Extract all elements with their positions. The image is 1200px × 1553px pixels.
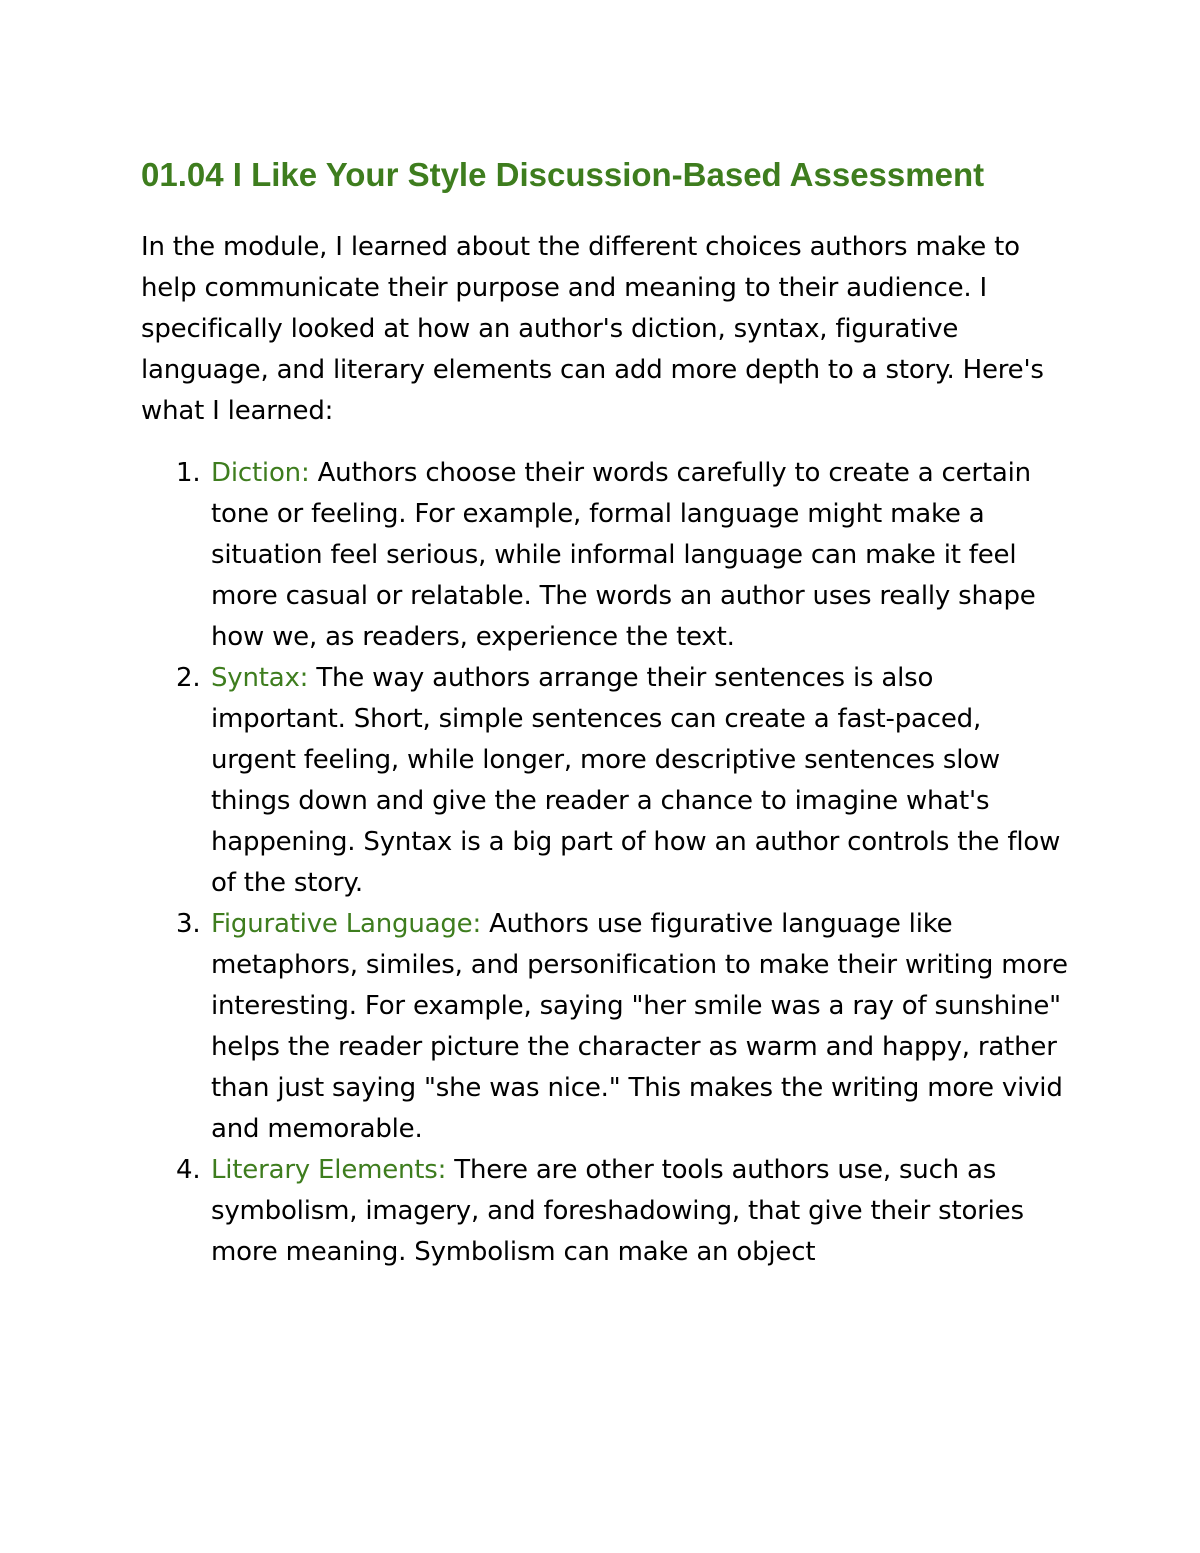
list-item-number: 4. — [176, 1155, 201, 1185]
list-item — [141, 453, 1071, 658]
list-item-text: Authors use figurative language like metaphors, similes, and personification to make their writing more interesting. For example, saying "her smile was a ray of sunshine" helps the reader picture the character as warm and happy, rather than just saying "she was nice." This makes the writing more vivid and memorable. — [211, 909, 1068, 1144]
list-item-number: 2. — [176, 663, 201, 693]
list-item — [141, 1150, 1071, 1273]
list-item-term: Syntax: — [211, 663, 309, 693]
intro-paragraph: In the module, I learned about the different choices authors make to help communicate their purpose and meaning to their audience. I specifically looked at how an author's diction, syntax, figurative language, and literary elements can add more depth to a story. Here's what I learned: — [141, 232, 1044, 426]
list-item-term: Literary Elements: — [211, 1155, 447, 1185]
list-item-text: Authors choose their words carefully to create a certain tone or feeling. For example, formal language might make a situation feel serious, while informal language can make it feel more casual or relatable. The words an author uses really shape how we, as readers, experience the text. — [211, 458, 1036, 652]
list-item — [141, 904, 1071, 1150]
document-title: 01.04 I Like Your Style Discussion-Based Assessment — [141, 156, 985, 193]
document-page — [141, 156, 1071, 1273]
list-item-term: Figurative Language: — [211, 909, 482, 939]
list-item-term: Diction: — [211, 458, 310, 488]
list-item-text: The way authors arrange their sentences is also important. Short, simple sentences can create a fast-paced, urgent feeling, while longer, more descriptive sentences slow things down and give the reader a chance to imagine what's happening. Syntax is a big part of how an author controls the flow of the story. — [211, 663, 1061, 898]
list-item-number: 3. — [176, 909, 201, 939]
list-item — [141, 658, 1071, 904]
list-item-number: 1. — [176, 458, 201, 488]
numbered-list — [141, 453, 1071, 1273]
list-item-text: There are other tools authors use, such as symbolism, imagery, and foreshadowing, that give their stories more meaning. Symbolism can make an object — [211, 1155, 1024, 1267]
